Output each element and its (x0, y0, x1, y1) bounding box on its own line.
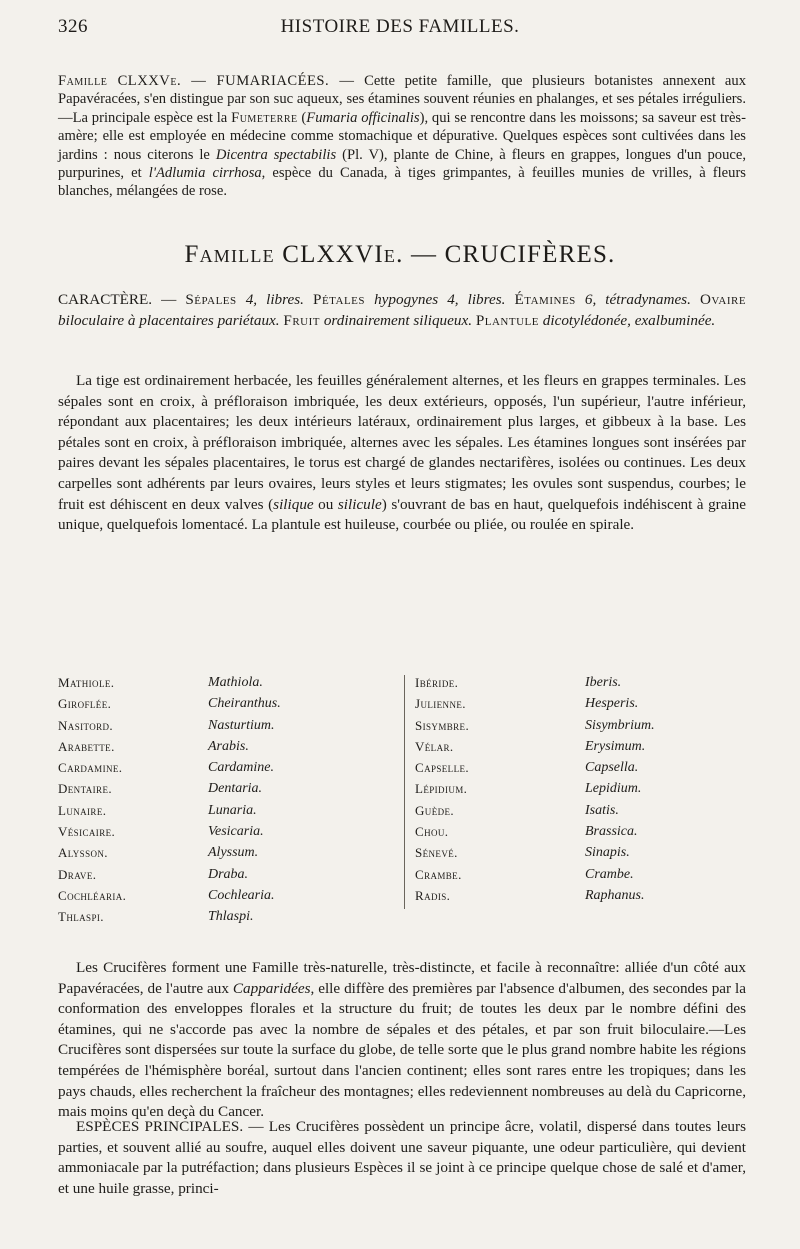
especes-paragraph: ESPÈCES PRINCIPALES. — Les Crucifères possèdent un principe âcre, volatil, dispersé dans toutes leurs parties, et souvent allié au soufre, auquel elles doivent une saveur piquante, une odeur particulière, qui devient ammoniacale par la putréfaction; dans plusieurs Espèces il se joint à ce principe quelque chose de salé et d'amer, et une huile grasse, princi- (58, 1118, 746, 1197)
genus-row (58, 781, 398, 802)
genus-latin-name: Cochlearia. (208, 887, 275, 903)
fumaria-latin: Fumaria officinalis (306, 109, 420, 126)
page-header (58, 16, 742, 42)
genus-french-name: Drave. (58, 866, 97, 882)
fumariacees-heading: Famille CLXXVe. — FUMARIACÉES. — (58, 73, 355, 89)
caractere-label: CARACTÈRE. — (58, 291, 177, 308)
genus-french-name: Radis. (415, 887, 451, 903)
genera-column-right (404, 675, 749, 909)
adlumia-latin: l'Adlumia cirrhosa (148, 165, 262, 182)
genus-french-name: Sisymbre. (415, 717, 470, 733)
genus-latin-name: Brassica. (585, 824, 638, 840)
genus-row (58, 888, 398, 909)
genus-row (405, 803, 749, 824)
genus-french-name: Nasitord. (58, 717, 114, 733)
genus-row (405, 760, 749, 781)
genus-french-name: Chou. (415, 824, 449, 840)
genus-latin-name: Iberis. (585, 675, 622, 690)
page-number: 326 (58, 16, 88, 37)
genus-row (58, 803, 398, 824)
dicentra-latin: Dicentra spectabilis (215, 146, 337, 163)
genus-french-name: Cochléaria. (58, 887, 127, 903)
genus-latin-name: Lepidium. (585, 781, 642, 797)
genus-french-name: Julienne. (415, 696, 466, 712)
genus-row (405, 824, 749, 845)
genus-french-name: Giroflée. (58, 696, 112, 712)
genus-latin-name: Capsella. (585, 760, 639, 776)
genus-latin-name: Nasturtium. (208, 717, 275, 733)
genus-latin-name: Alyssum. (208, 845, 259, 861)
genus-row (58, 718, 398, 739)
genus-row (405, 718, 749, 739)
genus-latin-name: Mathiola. (208, 675, 263, 690)
genus-row (405, 675, 749, 696)
genus-french-name: Lépidium. (415, 781, 468, 797)
genus-french-name: Thlaspi. (58, 909, 104, 925)
genus-latin-name: Crambe. (585, 866, 634, 882)
genus-french-name: Sénevé. (415, 845, 458, 861)
genus-latin-name: Vesicaria. (208, 824, 264, 840)
genus-french-name: Vélar. (415, 738, 454, 754)
genus-french-name: Lunaire. (58, 802, 107, 818)
genus-latin-name: Thlaspi. (208, 909, 254, 925)
description-paragraph: La tige est ordinairement herbacée, les feuilles généralement alternes, et les fleurs en grappes terminales. Les sépales sont en croix, à préfloraison imbriquée, les deux extérieurs, opposés, l'un supérieur, l'autre inférieur, répondant aux placentaires; les deux intérieurs latéraux, ordinairement plus larges, et gibbeux à la base. Les pétales sont en croix, à préfloraison imbriquée, alternes avec les sépales. Les étamines longues sont insérées par paires devant les sépales placentaires, le torus est chargé de glandes nectarifères, isolées ou continues. Les deux carpelles sont adhérents par leurs ovaires, leurs styles et leurs stigmates; les ovules sont suspendus, courbes; le fruit est déhiscent en deux valves (silique ou silicule) s'ouvrant de bas en haut, quelquefois indéhiscent à graine unique, quelquefois lomentacé. La plantule est huileuse, courbée ou pliée, ou roulée en spirale. (58, 372, 747, 534)
genus-latin-name: Dentaria. (208, 781, 263, 797)
genus-latin-name: Cheiranthus. (208, 696, 281, 712)
genus-latin-name: Sisymbrium. (585, 717, 655, 733)
genus-french-name: Alysson. (58, 845, 108, 861)
fumeterre-name: Fumeterre (231, 109, 298, 126)
caractere-paragraph: CARACTÈRE. — Sépales 4, libres. Pétales hypogynes 4, libres. Étamines 6, tétradynames. Ovaire biloculaire à placentaires pariétaux. Fruit ordinairement siliqueux. Plantule dicotylédonée, exalbuminée. (58, 291, 747, 329)
genus-french-name: Guède. (415, 802, 455, 818)
genus-french-name: Dentaire. (58, 781, 113, 797)
genus-latin-name: Arabis. (208, 738, 249, 754)
affinities-paragraph: Les Crucifères forment une Famille très-naturelle, très-distincte, et facile à reconnaître: alliée d'un côté aux Papavéracées, de l'autre aux Capparidées, elle diffère des premières par l'absence d'albumen, des secondes par la conformation des enveloppes florales et la structure du fruit; de toutes les deux par le nombre défini des étamines, qui ne s'accorde pas avec la nombre de sépales et des pétales, et par son fruit biloculaire.—Les Crucifères sont dispersées sur toute la surface du globe, de telle sorte que le plus grand nombre habite les régions tempérées de l'hémisphère boréal, surtout dans l'ancien continent; elles sont rares entre les tropiques; dans les pays chauds, elles recherchent la fraîcheur des montagnes; elles redeviennent nombreuses au delà du Capricorne, mais moins qu'en deçà du Cancer. (58, 959, 746, 1121)
family-title: Famille CLXXVIe. — CRUCIFÈRES. (184, 241, 616, 268)
genus-french-name: Ibéride. (415, 675, 459, 690)
genus-latin-name: Cardamine. (208, 760, 274, 776)
fumariacees-paragraph: Famille CLXXVe. — FUMARIACÉES. — Cette petite famille, que plusieurs botanistes annexent aux Papavéracées, s'en distingue par son suc aqueux, ses étamines souvent réunies en phalanges, et ses pétales irréguliers. —La principale espèce est la Fumeterre (Fumaria officinalis), qui se rencontre dans les moissons; sa saveur est très-amère; elle est employée en médecine comme stomachique et dépurative. Quelques espèces sont cultivées dans les jardins : nous citerons le Dicentra spectabilis (Pl. V), plante de Chine, à fleurs en grappes, longues d'un pouce, purpurines, et l'Adlumia cirrhosa, espèce du Canada, à tiges grimpantes, à feuilles munies de vrilles, à fleurs blanches, mélangées de rose. (58, 73, 746, 200)
genus-row (58, 867, 398, 888)
genus-latin-name: Lunaria. (208, 802, 257, 818)
genus-row (405, 845, 749, 866)
genus-row (58, 824, 398, 845)
genus-row (405, 781, 749, 802)
genus-french-name: Capselle. (415, 760, 470, 776)
genus-latin-name: Isatis. (585, 802, 619, 818)
especes-label: ESPÈCES PRINCIPALES. — (76, 1118, 264, 1135)
genus-row (58, 760, 398, 781)
genus-french-name: Crambe. (415, 866, 462, 882)
genus-french-name: Cardamine. (58, 760, 123, 776)
genus-row (58, 909, 398, 930)
genus-row (58, 696, 398, 717)
genus-latin-name: Draba. (208, 866, 249, 882)
genus-row (405, 696, 749, 717)
genus-latin-name: Hesperis. (585, 696, 639, 712)
genus-row (58, 845, 398, 866)
genus-latin-name: Sinapis. (585, 845, 630, 861)
genus-row (58, 739, 398, 760)
genus-latin-name: Erysimum. (585, 738, 646, 754)
running-title: HISTOIRE DES FAMILLES. (280, 16, 520, 37)
genus-french-name: Arabette. (58, 738, 115, 754)
genus-row (58, 675, 398, 696)
genus-row (405, 867, 749, 888)
genus-latin-name: Raphanus. (585, 887, 645, 903)
genus-french-name: Mathiole. (58, 675, 115, 690)
genus-row (405, 888, 749, 909)
genus-french-name: Vésicaire. (58, 824, 116, 840)
genera-column-left (58, 675, 398, 931)
genus-row (405, 739, 749, 760)
